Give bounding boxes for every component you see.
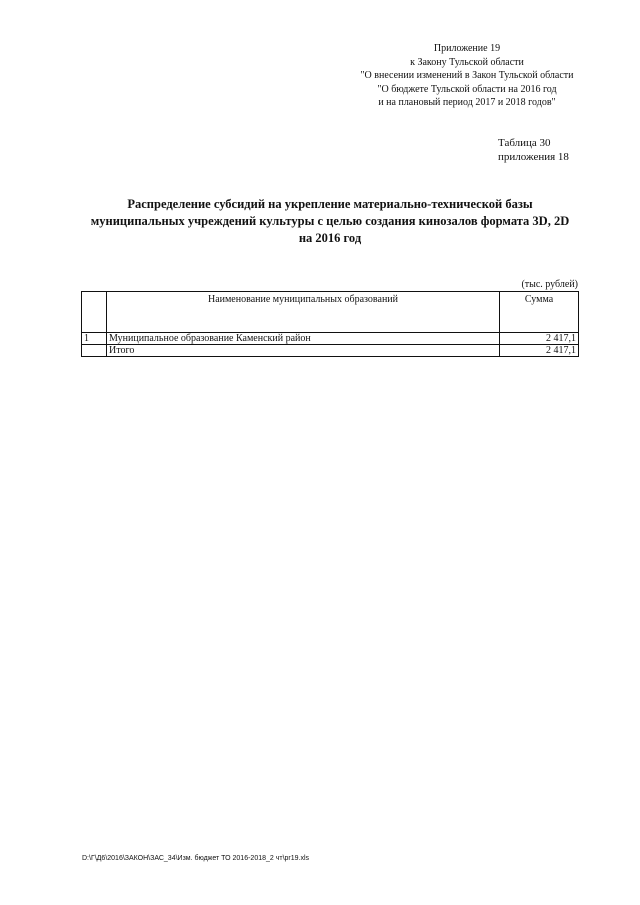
total-num <box>82 345 107 357</box>
table-total-row <box>82 345 579 357</box>
law-title-line-1: "О внесении изменений в Закон Тульской области <box>360 70 574 81</box>
table-reference <box>498 137 569 164</box>
appendix-number: Приложение 19 <box>433 43 501 54</box>
title-line-3: на 2016 год <box>298 231 362 245</box>
units-label: (тыс. рублей) <box>521 279 578 290</box>
document-title <box>70 196 590 247</box>
law-title-line-2: "О бюджете Тульской области на 2016 год <box>377 83 557 95</box>
row-num: 1 <box>82 333 107 345</box>
appendix-reference: приложения 18 <box>498 150 569 163</box>
title-line-1: Распределение субсидий на укрепление материально-технической базы <box>127 197 533 211</box>
total-label: Итого <box>107 345 500 357</box>
title-line-2: муниципальных учреждений культуры с целью создания кинозалов формата 3D, 2D <box>90 214 570 228</box>
law-reference: к Закону Тульской области <box>410 56 524 68</box>
subsidy-table <box>81 291 579 357</box>
header-num <box>82 292 107 333</box>
total-sum: 2 417,1 <box>500 345 579 357</box>
law-title-line-3: и на плановый период 2017 и 2018 годов" <box>378 97 556 108</box>
file-path: D:\Г\Д6\2016\ЗАКОН\ЗАС_34\Изм. бюджет ТО 2016-2018_2 чт\pr19.xls <box>82 855 310 862</box>
header-name: Наименование муниципальных образований <box>107 292 500 333</box>
row-sum: 2 417,1 <box>500 333 579 345</box>
appendix-header <box>352 42 582 110</box>
row-name: Муниципальное образование Каменский район <box>107 333 500 345</box>
table-number: Таблица 30 <box>498 137 551 149</box>
table-row <box>82 333 579 345</box>
table-header-row <box>82 292 579 333</box>
header-sum: Сумма <box>500 292 579 333</box>
